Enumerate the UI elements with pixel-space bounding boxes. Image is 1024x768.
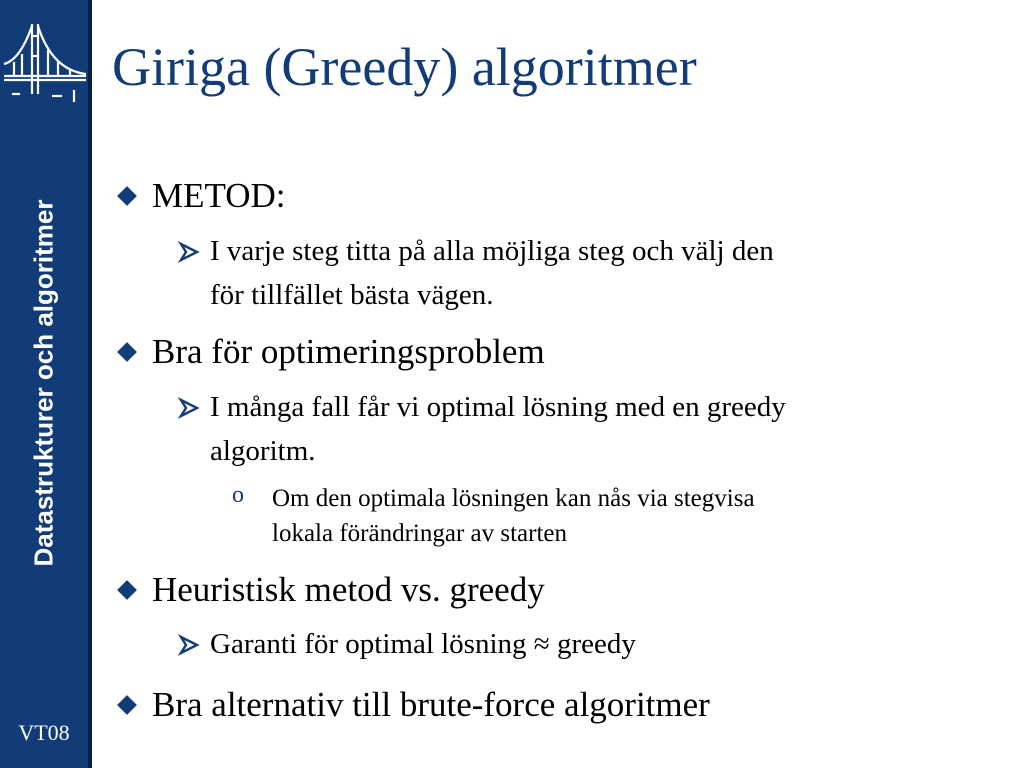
arrow-right-icon	[178, 634, 200, 656]
bullet-optimering-detail-line2: algoritm.	[210, 435, 316, 467]
bullet-sub-line2: lokala förändringar av starten	[272, 520, 568, 547]
term-label: VT08	[18, 720, 70, 745]
arrow-right-icon	[178, 241, 200, 263]
arrow-right-icon	[178, 397, 200, 419]
bullet-brute-force: Bra alternativ till brute-force algoritmer	[152, 685, 710, 724]
bullet-sub-line1: Om den optimala lösningen kan nås via stegvisa	[272, 485, 755, 512]
diamond-icon	[117, 695, 137, 715]
bullet-heuristisk: Heuristisk metod vs. greedy	[152, 570, 545, 609]
bullet-metod: METOD:	[152, 176, 286, 215]
sidebar	[0, 0, 88, 768]
course-title: Datastrukturer och algoritmer	[28, 199, 59, 567]
diamond-icon	[117, 580, 137, 600]
slide-title: Giriga (Greedy) algoritmer	[112, 37, 697, 97]
bullet-optimering: Bra för optimeringsproblem	[152, 332, 545, 371]
bullet-metod-detail-line1: I varje steg titta på alla möjliga steg och välj den	[210, 235, 774, 267]
circle-bullet-icon: o	[232, 482, 244, 508]
bullet-metod-detail-line2: för tillfället bästa vägen.	[210, 279, 494, 311]
sidebar-divider	[88, 0, 92, 768]
diamond-icon	[117, 342, 137, 362]
diamond-icon	[117, 186, 137, 206]
bullet-garanti: Garanti för optimal lösning ≈ greedy	[210, 628, 636, 660]
bridge-icon	[2, 10, 86, 108]
bullet-optimering-detail-line1: I många fall får vi optimal lösning med en greedy	[210, 391, 786, 423]
